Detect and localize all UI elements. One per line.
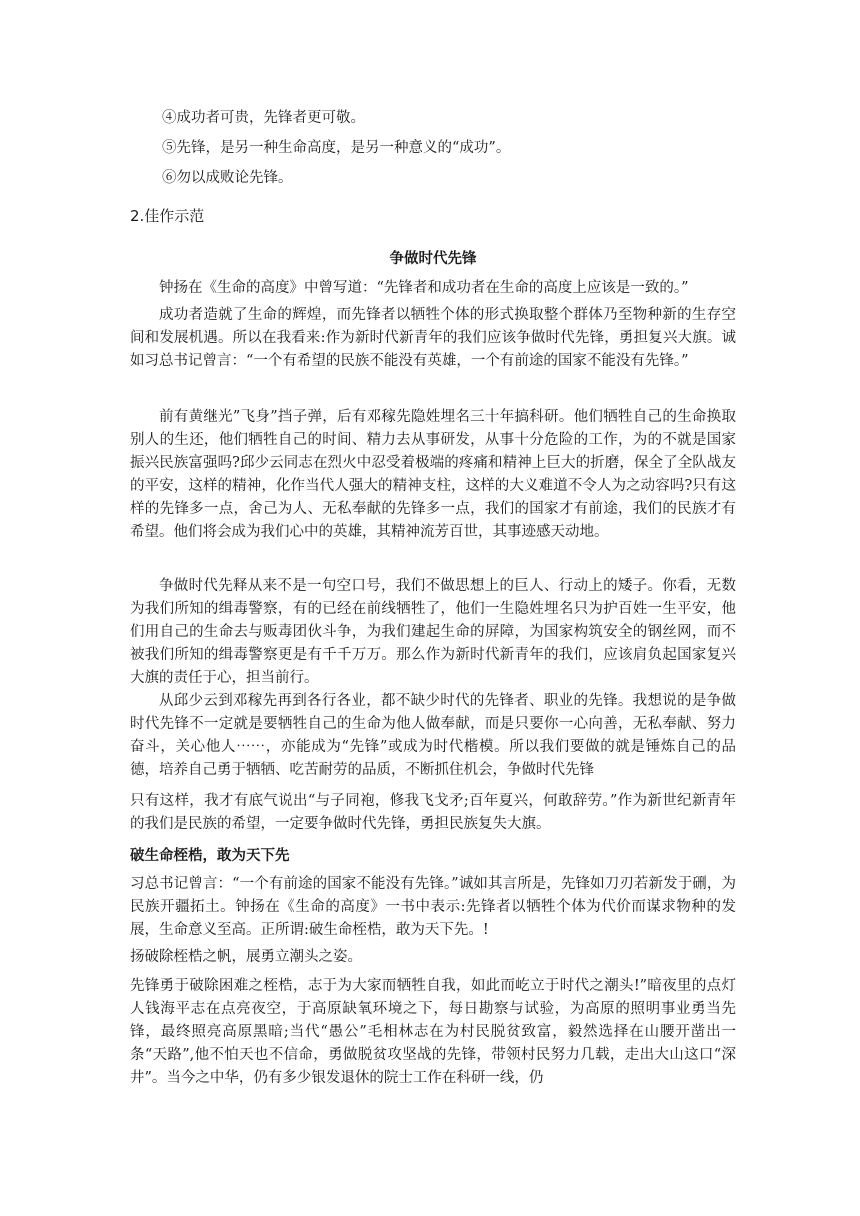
sub-title: 破生命桎梏，敢为天下先 (130, 847, 290, 864)
list-item-4: ④成功者可贵，先锋者更可敬。 (162, 110, 365, 126)
section-heading: 2.佳作示范 (130, 207, 205, 225)
paragraph-second-body: 先锋勇于破除困难之桎梏，志于为大家而牺牲自我，如此而屹立于时代之潮头!”暗夜里的点灯人钱海平志在点亮夜空，于高原缺氧环境之下，每日勘察与试验，为高原的照明事业勇当先锋，最终照亮高原黑暗;当代“愚公”毛相林志在为村民脱贫致富，毅然选择在山腰开凿出一条“天路”,他不怕天也不信命，勇做脱贫攻坚战的先锋，带领村民努力几载，走出大山这口“深井”。当今之中华，仍有多少银发退休的院士工作在科研一线，仍 (130, 978, 736, 1086)
paragraph-conclusion: 从邱少云到邓稼先再到各行各业，都不缺少时代的先锋者、职业的先锋。我想说的是争做时代先锋不一定就是要牺牲自己的生命为他人做奉献，而是只要你一心向善，无私奉献、努力奋斗，关心他人⋯⋯，亦能成为“先锋”或成为时代楷模。所以我们要做的就是锤炼自己的品德，培养自己勇于牺牺、吃苦耐劳的品质，不断抓住机会，争做时代先锋 (130, 693, 736, 778)
paragraph-action: 争做时代先释从来不是一句空口号，我们不做思想上的巨人、行动上的矮子。你看，无数为我们所知的缉毒警察，有的已经在前线牺牲了，他们一生隐姓埋名只为护百姓一生平安，他们用自己的生命去与贩毒团伙斗争，为我们建起生命的屏障，为国家构筑安全的钢丝网，而不被我们所知的缉毒警察更是有千千万万。那么作为新时代新青年的我们，应该肩负起国家复兴大旗的责任于心，担当前行。 (130, 578, 736, 686)
list-item-6: ⑥勿以成败论先锋。 (162, 170, 293, 186)
list-item-5: ⑤先锋，是另一种生命高度，是另一种意义的“成功”。 (162, 140, 511, 156)
paragraph-examples: 前有黄继光”飞身”挡子弹，后有邓稼先隐姓埋名三十年搞科研。他们牺牲自己的生命换取别人的生还，他们牺牲自己的时间、精力去从事研发，从事十分危险的工作，为的不就是国家振兴民族富强吗?邱少云同志在烈火中忍受着极端的疼痛和精神上巨大的折磨，保全了全队战友的平安，这样的精神，化作当代人强大的精神支柱，这样的大义难道不令人为之动容吗?只有这样的先锋多一点，舍己为人、无私奉献的先锋多一点，我们的国家才有前途，我们的民族才有希望。他们将会成为我们心中的英雄，其精神流芳百世，其事迹感天动地。 (130, 409, 736, 540)
paragraph-second-intro: 习总书记曾言：“一个有前途的国家不能没有先锋。”诚如其言所是，先锋如刀刃若新发于硎，为民族开疆拓土。钟扬在《生命的高度》一书中表示:先锋者以牺牲个体为代价而谋求物种的发展，生命意义至高。正所谓:破生命桎梏，敢为天下先。! (130, 876, 736, 938)
paragraph-intro: 成功者造就了生命的辉煌，而先锋者以牺牲个体的形式换取整个群体乃至物种新的生存空间和发展机遇。所以在我看来:作为新时代新青年的我们应该争做时代先锋，勇担复兴大旗。诚如习总书记曾言：“一个有希望的民族不能没有英雄，一个有前途的国家不能没有先锋。” (130, 307, 736, 369)
paragraph-second-thesis: 扬破除桎梏之帆，展勇立潮头之姿。 (130, 949, 362, 965)
paragraph-quote: 钟扬在《生命的高度》中曾写道：“先锋者和成功者在生命的高度上应该是一致的。” (159, 280, 689, 296)
essay-title: 争做时代先锋 (389, 250, 477, 267)
paragraph-ending: 只有这样，我才有底气说出“与子同袍，修我飞戈矛;百年夏兴，何敢辞劳。”作为新世纪新青年的我们是民族的希望，一定要争做时代先锋，勇担民族复失大旗。 (130, 793, 736, 832)
